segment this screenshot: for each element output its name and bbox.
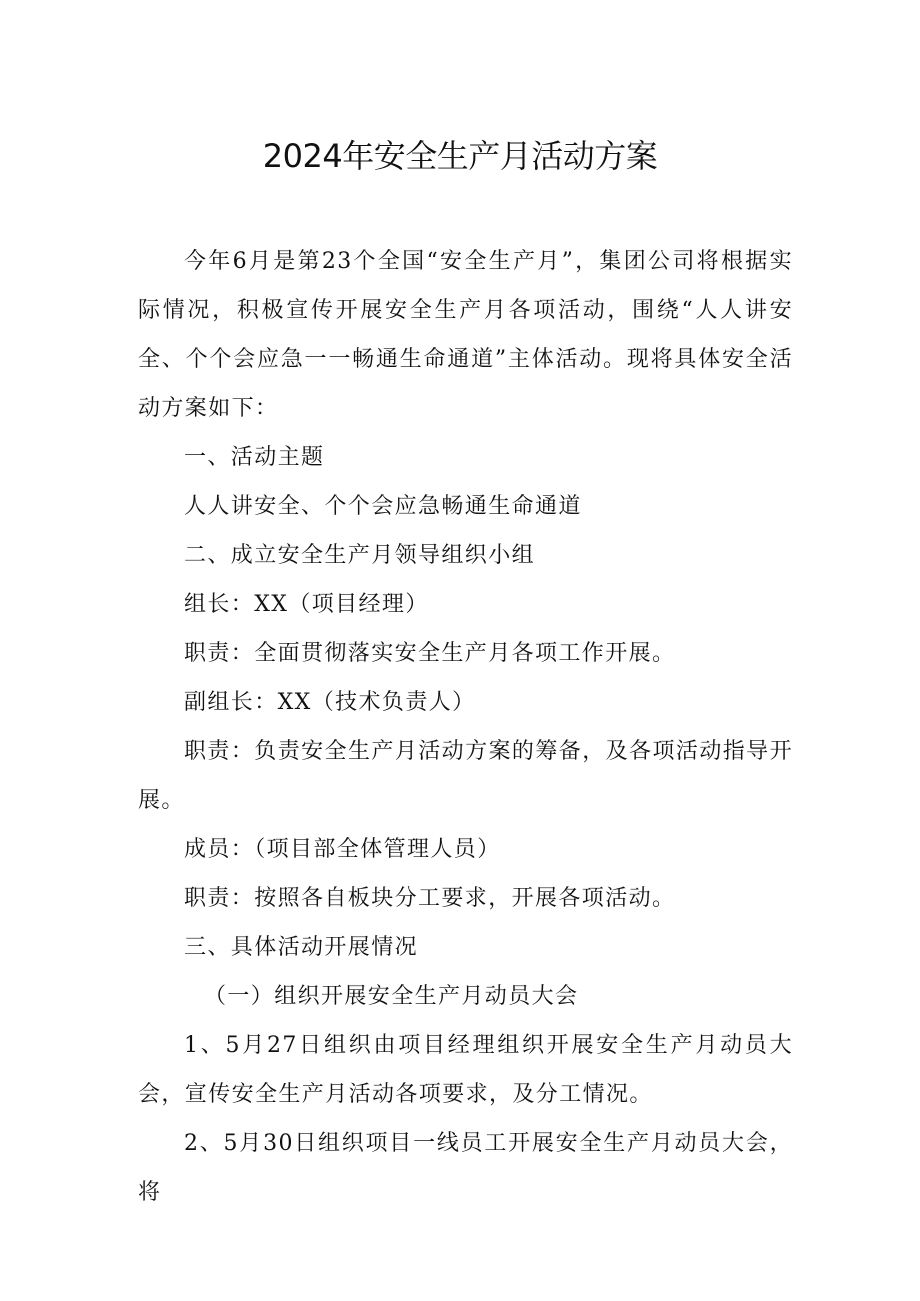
deputy-leader-line: 副组长：XX（技术负责人） (184, 690, 476, 715)
section-heading-leadership: 二、成立安全生产月领导组织小组 (184, 543, 536, 568)
deputy-leader-duty: 职责：负责安全生产月活动方案的筹备，及各项活动指导开展。 (138, 739, 793, 813)
leader-duty: 职责：全面贯彻落实安全生产月各项工作开展。 (184, 641, 676, 666)
activity-item-1: 1、5月27日组织由项目经理组织开展安全生产月动员大会，宣传安全生产月活动各项要求，及分工情况。 (138, 1033, 793, 1107)
subsection-heading-mobilization: （一）组织开展安全生产月动员大会 (204, 984, 579, 1009)
section-heading-activities: 三、具体活动开展情况 (184, 935, 419, 960)
activity-item-2: 2、5月30日组织项目一线员工开展安全生产月动员大会，将 (138, 1131, 793, 1205)
members-duty: 职责：按照各自板块分工要求，开展各项活动。 (184, 886, 676, 911)
document-title: 2024年安全生产月活动方案 (262, 137, 658, 175)
theme-text: 人人讲安全、个个会应急畅通生命通道 (184, 494, 582, 519)
intro-paragraph: 今年6月是第23个全国“安全生产月”，集团公司将根据实际情况，积极宣传开展安全生产月各项活动，围绕“人人讲安全、个个会应急一一畅通生命通道”主体活动。现将具体安全活动方案如下： (138, 249, 793, 421)
members-line: 成员：（项目部全体管理人员） (184, 837, 501, 862)
section-heading-theme: 一、活动主题 (184, 445, 325, 470)
document-body (138, 237, 793, 1217)
leader-line: 组长：XX（项目经理） (184, 592, 429, 617)
